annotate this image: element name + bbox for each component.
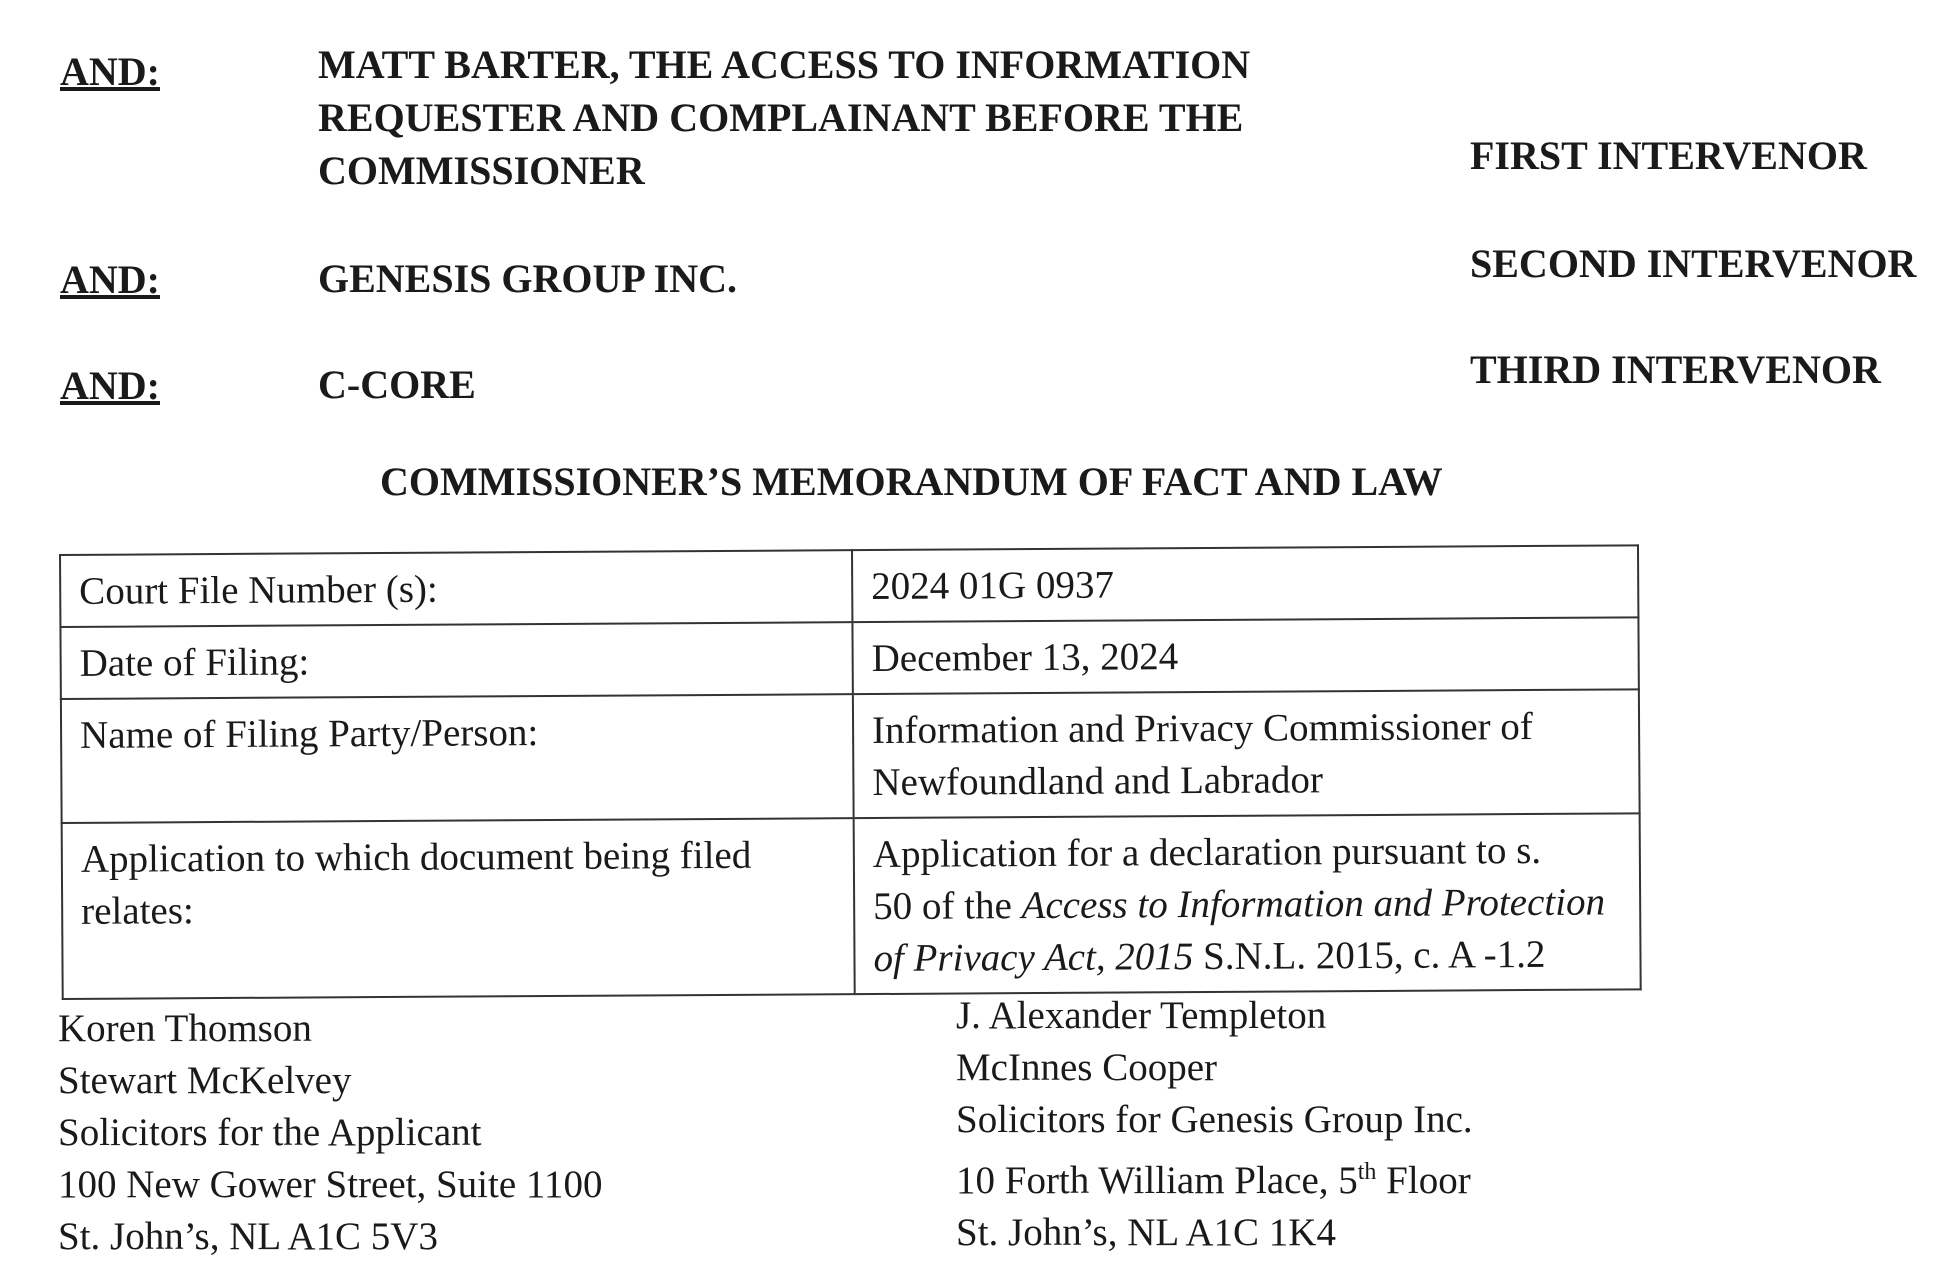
table-row [60, 617, 1638, 699]
table-row [61, 689, 1640, 823]
ordinal-suffix: th [1357, 1159, 1377, 1185]
row-label [62, 818, 855, 999]
act-name-italic: Access to Information and Protection [1021, 880, 1606, 928]
value-text: S.N.L. 2015, c. A -1.2 [1193, 932, 1546, 979]
party-name-line: COMMISSIONER [318, 148, 645, 193]
counsel-firm: Stewart McKelvey [58, 1059, 352, 1102]
counsel-firm: McInnes Cooper [956, 1046, 1218, 1089]
and-label: AND: [60, 257, 160, 302]
label-line: relates: [81, 889, 194, 933]
party-name-line: C-CORE [318, 362, 476, 407]
address-text: Floor [1376, 1159, 1471, 1202]
address-text: 10 Forth William Place, 5 [956, 1159, 1358, 1202]
table-row [62, 813, 1641, 999]
party-name-line: MATT BARTER, THE ACCESS TO INFORMATION [318, 42, 1251, 87]
party-name [318, 38, 1318, 197]
and-label: AND: [60, 363, 160, 408]
value-line: Application for a declaration pursuant to s. [872, 828, 1542, 877]
value-line: Information and Privacy Commissioner of [871, 705, 1533, 753]
row-value [853, 689, 1640, 818]
counsel-applicant [58, 1003, 602, 1263]
counsel-name: Koren Thomson [58, 1007, 312, 1050]
value-text: 50 of the [873, 884, 1022, 929]
value-line [873, 928, 1621, 985]
counsel-address: 100 New Gower Street, Suite 1100 [58, 1163, 603, 1206]
counsel-address [956, 1146, 1473, 1207]
act-name-italic: of Privacy Act, 2015 [873, 935, 1194, 981]
counsel-city: St. John’s, NL A1C 5V3 [58, 1215, 438, 1258]
document-title: COMMISSIONER’S MEMORANDUM OF FACT AND LAW [380, 459, 1443, 504]
row-value: December 13, 2024 [852, 617, 1638, 694]
row-label: Date of Filing: [60, 622, 852, 699]
counsel-genesis [956, 990, 1473, 1259]
row-value: 2024 01G 0937 [852, 545, 1638, 622]
party-name-line: GENESIS GROUP INC. [318, 256, 737, 301]
counsel-role: Solicitors for Genesis Group Inc. [956, 1098, 1473, 1141]
row-label: Name of Filing Party/Person: [61, 694, 854, 823]
row-value [854, 813, 1641, 994]
counsel-name: J. Alexander Templeton [956, 994, 1327, 1037]
party-name [318, 358, 1318, 411]
value-line [873, 876, 1621, 933]
counsel-city: St. John’s, NL A1C 1K4 [956, 1211, 1336, 1254]
value-line: Newfoundland and Labrador [872, 758, 1324, 805]
label-line: Application to which document being filed [80, 833, 752, 881]
party-name [318, 252, 1318, 305]
party-name-line: REQUESTER AND COMPLAINANT BEFORE THE [318, 95, 1244, 140]
party-role: SECOND INTERVENOR [1470, 241, 1917, 286]
table-row [60, 545, 1638, 627]
party-role: FIRST INTERVENOR [1470, 133, 1867, 178]
party-role: THIRD INTERVENOR [1470, 347, 1881, 392]
row-label: Court File Number (s): [60, 550, 852, 627]
counsel-role: Solicitors for the Applicant [58, 1111, 482, 1154]
filing-info-table [59, 544, 1642, 1000]
and-label: AND: [60, 49, 160, 94]
